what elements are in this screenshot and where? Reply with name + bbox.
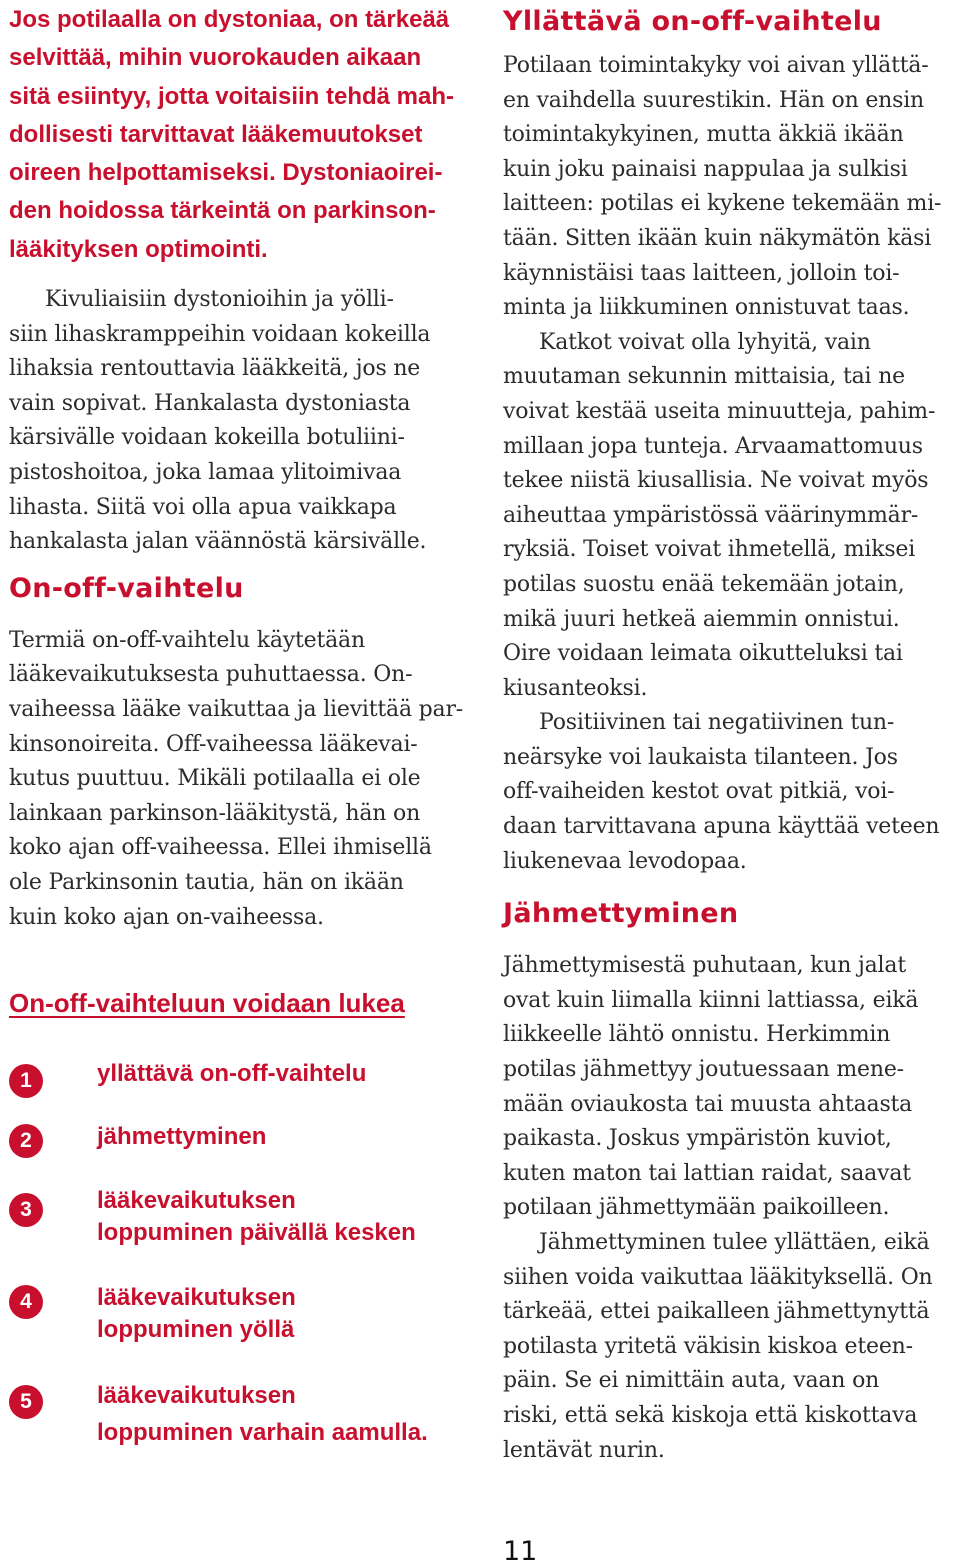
text-line: aiheuttaa ympäristössä väärinymmär- (503, 502, 919, 528)
list-item-text (97, 1121, 477, 1153)
intro-line: lääkityksen optimointi. (9, 235, 268, 263)
intro-line: selvittää, mihin vuorokauden aikaan (9, 44, 422, 72)
text-line: ole Parkinsonin tautia, hän on ikään (9, 869, 404, 895)
heading-on-off: On-off-vaihtelu (9, 572, 244, 604)
intro-line: den hoidossa tärkeintä on parkinson- (9, 197, 436, 225)
text-line: off-vaiheiden kestot ovat pitkiä, voi- (503, 779, 895, 805)
list-item-line: lääkevaikutuksen (97, 1187, 296, 1214)
list-item-line: yllättävä on-off-vaihtelu (97, 1060, 367, 1087)
number-badge: 2 (9, 1124, 43, 1158)
emotion-trigger-paragraph (503, 706, 955, 879)
text-line: liukenevaa levodopaa. (503, 848, 747, 874)
list-item-line: lääkevaikutuksen (97, 1284, 296, 1311)
freezing-advice-paragraph (503, 1226, 955, 1468)
intro-line: dollisesti tarvittavat lääkemuutokset (9, 120, 423, 148)
text-line: siin lihaskramppeihin voidaan kokeilla (9, 321, 431, 347)
text-line: kiusanteoksi. (503, 675, 648, 701)
text-line: hankalasta jalan väännöstä kärsivälle. (9, 529, 427, 555)
text-line: Katkot voivat olla lyhyitä, vain (539, 329, 871, 355)
intro-line: oireen helpottamiseksi. Dystoniaoirei- (9, 159, 443, 187)
text-line: daan tarvittavana apuna käyttää veteen (503, 814, 940, 840)
list-item-text (97, 1377, 477, 1451)
text-line: potilaan jähmettymään paikoilleen. (503, 1195, 890, 1221)
intro-line: sitä esiintyy, jotta voitaisiin tehdä mah- (9, 82, 454, 110)
text-line: voivat kestää useita minuutteja, pahim- (503, 398, 936, 424)
text-line: ovat kuin liimalla kiinni lattiassa, eikä (503, 987, 919, 1013)
right-column (503, 0, 955, 1468)
intro-paragraph (9, 0, 479, 269)
text-line: Potilaan toimintakyky voi aivan yllättä- (503, 53, 929, 78)
number-badge: 4 (9, 1285, 43, 1319)
number-badge: 3 (9, 1193, 43, 1227)
text-line: lainkaan parkinson-lääkitystä, hän on (9, 800, 421, 826)
text-line: päin. Se ei nimittäin auta, vaan on (503, 1368, 880, 1394)
text-line: Jähmettyminen tulee yllättäen, eikä (539, 1230, 930, 1255)
text-line: kinsonoireita. Off-vaiheessa lääkevai- (9, 731, 418, 757)
text-line: paikasta. Joskus ympäristön kuviot, (503, 1126, 892, 1152)
text-line: kuin joku painaisi nappulaa ja sulkisi (503, 156, 908, 182)
text-line: tään. Sitten ikään kuin näkymätön käsi (503, 225, 932, 251)
text-line: laitteen: potilas ei kykene tekemään mi- (503, 191, 942, 217)
page-number: 11 (503, 1536, 538, 1567)
text-line: käynnistäisi taas laitteen, jolloin toi- (503, 260, 900, 286)
text-line: mikä juuri hetkeä aiemmin onnistui. (503, 606, 900, 632)
text-line: kutus puuttuu. Mikäli potilaalla ei ole (9, 766, 421, 792)
text-line: en vaihdella suurestikin. Hän on ensin (503, 87, 925, 113)
text-line: Oire voidaan leimata oikutteluksi tai (503, 641, 903, 667)
intro-line: Jos potilaalla on dystoniaa, on tärkeää (9, 6, 450, 33)
text-line: Jähmettymisestä puhutaan, kun jalat (503, 953, 906, 979)
dystonia-treatment-paragraph (9, 283, 479, 560)
text-line: liikkeelle lähtö onnistu. Herkimmin (503, 1022, 891, 1048)
text-line: lääkevaikutuksesta puhuttaessa. On- (9, 662, 413, 688)
text-line: potilas suostu enää tekemään jotain, (503, 571, 905, 597)
text-line: vaiheessa lääke vaikuttaa ja lievittää par- (9, 697, 464, 723)
number-badge: 1 (9, 1064, 43, 1098)
text-line: vain sopivat. Hankalasta dystoniasta (9, 390, 411, 416)
list-item-line: jähmettyminen (97, 1123, 267, 1150)
text-line: lentävät nurin. (503, 1437, 665, 1463)
text-line: kärsivälle voidaan kokeilla botuliini- (9, 425, 405, 451)
freezing-paragraph (503, 949, 955, 1226)
heading-freezing: Jähmettyminen (503, 898, 739, 930)
text-line: lihasta. Siitä voi olla apua vaikkapa (9, 494, 397, 520)
number-badge: 5 (9, 1385, 43, 1419)
list-heading: On-off-vaihteluun voidaan lukea (9, 988, 405, 1018)
on-off-definition-paragraph (9, 624, 479, 935)
text-line: potilasta yritetä väkisin kiskoa eteen- (503, 1333, 913, 1359)
text-line: pistoshoitoa, joka lamaa ylitoimivaa (9, 460, 402, 486)
text-line: muutaman sekunnin mittaisia, tai ne (503, 364, 905, 390)
left-column (9, 0, 479, 935)
text-line: ryksiä. Toiset voivat ihmetellä, miksei (503, 537, 916, 563)
text-line: minta ja liikkuminen onnistuvat taas. (503, 295, 910, 321)
list-item-line: loppuminen varhain aamulla. (97, 1419, 428, 1446)
text-line: tärkeää, ettei paikalleen jähmettynyttä (503, 1299, 930, 1325)
text-line: potilas jähmettyy joutuessaan mene- (503, 1057, 904, 1083)
text-line: tekee niistä kiusallisia. Ne voivat myös (503, 468, 929, 494)
text-line: kuin koko ajan on-vaiheessa. (9, 904, 324, 930)
breaks-paragraph (503, 326, 955, 707)
list-item-line: loppuminen päivällä kesken (97, 1219, 416, 1246)
text-line: koko ajan off-vaiheessa. Ellei ihmisellä (9, 835, 432, 861)
text-line: Termiä on-off-vaihtelu käytetään (9, 627, 365, 653)
text-line: kuten maton tai lattian raidat, saavat (503, 1160, 911, 1186)
list-item-line: lääkevaikutuksen (97, 1382, 296, 1409)
text-line: riski, että sekä kiskoja että kiskottava (503, 1402, 918, 1428)
text-line: millaan jopa tunteja. Arvaamattomuus (503, 433, 923, 459)
text-line: lihaksia rentouttavia lääkkeitä, jos ne (9, 356, 421, 382)
text-line: mään oviaukosta tai muusta ahtaasta (503, 1091, 913, 1117)
text-line: neärsyke voi laukaista tilanteen. Jos (503, 744, 898, 770)
list-item-text (97, 1058, 477, 1090)
list-item-text (97, 1282, 477, 1346)
text-line: toimintakykyinen, mutta äkkiä ikään (503, 122, 904, 148)
text-line: siihen voida vaikuttaa lääkityksellä. On (503, 1264, 933, 1290)
text-line: Kivuliaisiin dystonioihin ja yölli- (45, 287, 394, 313)
heading-surprise-on-off: Yllättävä on-off-vaihtelu (503, 6, 882, 37)
list-item-line: loppuminen yöllä (97, 1316, 295, 1343)
text-line: Positiivinen tai negatiivinen tun- (539, 710, 895, 736)
surprise-paragraph (503, 49, 955, 326)
list-item-text (97, 1185, 477, 1249)
